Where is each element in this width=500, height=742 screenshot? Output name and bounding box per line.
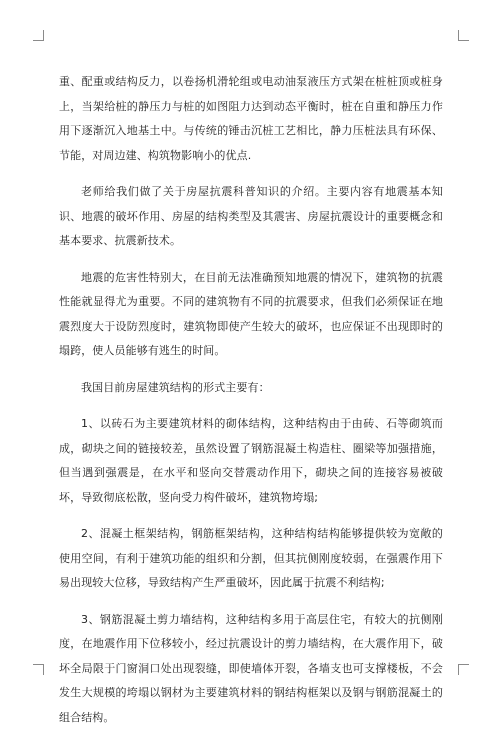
paragraph-shear-wall-structure: 3、钢筋混凝土剪力墙结构，这种结构多用于高层住宅，有较大的抗侧刚度，在地震作用下位移较小，经过抗震设计的剪力墙结构，在大震作用下，破坏全局限于门窗洞口处出现裂缝，即使墙体开裂，各墙支也可支撑楼板，不会发生大规模的垮塌以钢材为主要建筑材料的钢结构框架以及钢与钢筋混凝土的组合结构。 <box>59 612 443 724</box>
crop-mark-top-left <box>33 30 44 41</box>
paragraph-intro-seismic-lecture: 老师给我们做了关于房屋抗震科普知识的介绍。主要内容有地震基本知识、地震的破坏作用、房屋的结构类型及其震害、房屋抗震设计的重要概念和基本要求、抗震新技术。 <box>59 185 443 247</box>
crop-mark-bottom-left <box>33 664 44 675</box>
crop-mark-bottom-right <box>458 664 469 675</box>
paragraph-earthquake-hazard: 地震的危害性特别大，在目前无法准确预知地震的情况下，建筑物的抗震性能就显得尤为重要。不同的建筑物有不同的抗震要求，但我们必须保证在地震烈度大于设防烈度时，建筑物即使产生较大的破坏，也应保证不出现即时的塌跨，使人员能够有逃生的时间。 <box>59 270 443 357</box>
paragraph-structure-types-heading: 我国目前房屋建筑结构的形式主要有： <box>81 380 270 394</box>
document-body <box>59 70 443 742</box>
paragraph-frame-structure: 2、混凝土框架结构，钢筋框架结构，这种结构结构能够提供较为宽敞的使用空间，有利于建筑功能的组织和分割，但其抗侧刚度较弱，在强震作用下易出现较大位移，导致结构产生严重破坏，因此属于抗震不利结构; <box>59 527 443 589</box>
paragraph-masonry-structure: 1、以砖石为主要建筑材料的砌体结构，这种结构由于由砖、石等砌筑而成，砌块之间的链接较差，虽然设置了钢筋混凝土构造柱、圈梁等加强措施，但当遇到强震是，在水平和竖向交替震动作用下，砌块之间的连接容易被破坏，导致彻底松散，竖向受力构件破坏，建筑物垮塌; <box>59 417 443 504</box>
crop-mark-top-right <box>458 30 469 41</box>
paragraph-continuation: 重、配重或结构反力，以卷扬机滑轮组或电动油泵液压方式架在桩桩顶或桩身上，当架给桩的静压力与桩的如图阻力达到动态平衡时，桩在自重和静压力作用下逐渐沉入地基土中。与传统的锤击沉桩工艺相比，静力压桩法具有环保、节能，对周边建、构筑物影响小的优点. <box>59 75 443 162</box>
